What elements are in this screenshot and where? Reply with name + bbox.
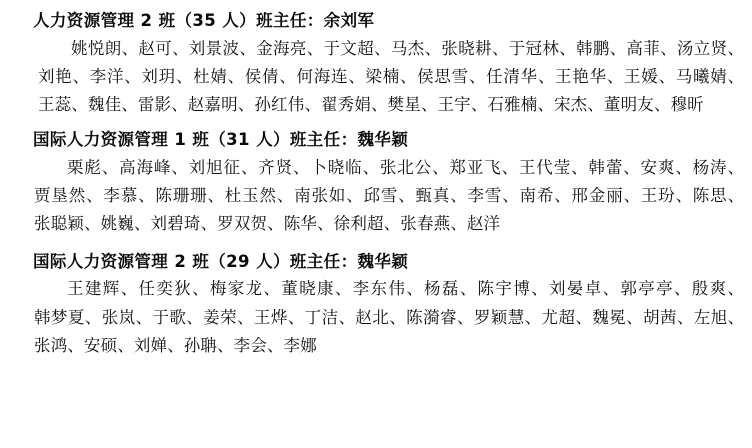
name-separator: 、	[304, 95, 321, 115]
name-separator: 、	[306, 38, 324, 58]
name-separator: 、	[727, 38, 745, 58]
student-name: 赵可	[138, 38, 173, 58]
student-name: 安爽	[640, 157, 676, 177]
name-separator: 、	[346, 185, 364, 205]
student-name: 左旭	[693, 307, 728, 327]
name-separator: 、	[171, 95, 188, 115]
student-name: 孙红伟	[254, 95, 305, 115]
student-name: 姜荣	[203, 307, 238, 327]
name-separator: 、	[400, 67, 418, 87]
student-name: 汤立贤	[676, 38, 728, 58]
name-separator: 、	[239, 38, 257, 58]
name-separator: 、	[293, 157, 311, 177]
name-separator: 、	[276, 185, 295, 205]
name-separator: 、	[450, 214, 467, 234]
name-separator: 、	[537, 95, 554, 115]
student-name: 王宇	[437, 95, 471, 115]
student-name: 董晓康	[281, 279, 335, 299]
student-name: 刘景波	[188, 38, 240, 58]
name-separator: 、	[362, 157, 380, 177]
name-separator: 、	[334, 279, 353, 299]
student-name: 任清华	[486, 67, 538, 87]
student-name: 赵洋	[466, 214, 501, 234]
student-name: 姚巍	[100, 214, 135, 234]
student-name-list	[0, 275, 752, 360]
student-name: 齐贤	[258, 157, 294, 177]
student-name: 马曦婧	[675, 67, 728, 87]
name-separator: 、	[134, 214, 151, 234]
name-separator: 、	[554, 185, 572, 205]
name-separator: 、	[279, 67, 297, 87]
name-separator: 、	[186, 307, 204, 327]
student-name: 张晓耕	[441, 38, 492, 58]
name-separator: 、	[84, 214, 101, 234]
name-separator: 、	[623, 157, 641, 177]
name-separator: 、	[72, 67, 90, 87]
name-separator: 、	[424, 38, 442, 58]
student-name: 韩鹏	[575, 38, 610, 58]
name-separator: 、	[267, 336, 284, 356]
student-name: 陈思	[692, 185, 728, 205]
student-name: 于冠林	[508, 38, 560, 58]
class-block	[0, 0, 752, 120]
name-separator: 、	[117, 336, 134, 356]
name-separator: 、	[135, 307, 153, 327]
student-name: 刘艳	[38, 67, 73, 87]
name-separator: 、	[491, 38, 509, 58]
student-name: 高菲	[626, 38, 661, 58]
student-name: 韩梦夏	[34, 307, 85, 327]
student-name: 邢金丽	[571, 185, 624, 205]
student-name: 陈珊珊	[155, 185, 208, 205]
name-separator: 、	[406, 279, 425, 299]
student-name: 刘旭征	[188, 157, 241, 177]
student-name: 李会	[233, 336, 268, 356]
name-separator: 、	[192, 279, 210, 299]
student-name: 梅家龙	[209, 279, 264, 299]
student-name: 雷影	[137, 95, 172, 115]
name-separator: 、	[172, 38, 189, 58]
student-name: 王建辉	[67, 279, 121, 299]
name-separator: 、	[317, 214, 334, 234]
student-name: 栗彪	[67, 157, 102, 177]
student-name: 安硕	[83, 336, 118, 356]
name-separator: 、	[263, 279, 282, 299]
name-separator: 、	[609, 38, 627, 58]
name-separator: 、	[120, 279, 139, 299]
name-separator: 、	[371, 95, 388, 115]
name-separator: 、	[727, 67, 745, 87]
student-name: 胡茜	[642, 307, 677, 327]
student-name: 郑亚飞	[449, 157, 502, 177]
name-separator: 、	[531, 279, 549, 299]
name-separator: 、	[101, 157, 120, 177]
student-name: 杨磊	[424, 279, 460, 299]
name-separator: 、	[67, 336, 84, 356]
name-separator: 、	[459, 279, 478, 299]
name-separator: 、	[138, 185, 156, 205]
name-separator: 、	[676, 307, 694, 327]
student-name: 郭亭亭	[620, 279, 675, 299]
student-name: 翟秀娟	[320, 95, 372, 115]
class-block	[0, 239, 752, 361]
student-name: 张春燕	[400, 214, 451, 234]
student-name: 马杰	[390, 38, 425, 58]
name-separator: 、	[227, 67, 245, 87]
name-separator: 、	[675, 185, 693, 205]
student-name: 张北公	[379, 157, 433, 177]
student-name: 金海亮	[256, 38, 307, 58]
name-separator: 、	[626, 307, 643, 327]
name-separator: 、	[432, 157, 450, 177]
name-separator: 、	[450, 185, 468, 205]
name-separator: 、	[389, 307, 407, 327]
student-name: 侯倩	[244, 67, 280, 87]
name-separator: 、	[571, 157, 589, 177]
student-name: 韩蕾	[588, 157, 624, 177]
student-name: 宋杰	[553, 95, 588, 115]
name-separator: 、	[121, 38, 139, 58]
name-separator: 、	[602, 279, 621, 299]
name-separator: 、	[374, 38, 391, 58]
student-name: 陈宇博	[477, 279, 532, 299]
student-name: 徐利超	[333, 214, 384, 234]
student-name: 魏佳	[87, 95, 122, 115]
student-name: 卜晓临	[310, 157, 363, 177]
name-separator: 、	[537, 67, 556, 87]
name-separator: 、	[468, 67, 487, 87]
name-separator: 、	[658, 67, 676, 87]
name-separator: 、	[237, 95, 255, 115]
class-heading: 国际人力资源管理 1 班（31 人）班主任：魏华颖	[33, 129, 409, 149]
student-name: 王艳华	[555, 67, 607, 87]
name-separator: 、	[623, 185, 641, 205]
student-name: 刘婵	[133, 336, 168, 356]
name-separator: 、	[287, 307, 305, 327]
student-name: 王烨	[253, 307, 288, 327]
student-name-list	[0, 35, 752, 120]
student-name: 石雅楠	[487, 95, 538, 115]
name-separator: 、	[383, 214, 401, 234]
name-separator: 、	[121, 95, 138, 115]
name-separator: 、	[575, 307, 593, 327]
student-name: 尤超	[541, 307, 576, 327]
name-separator: 、	[71, 95, 88, 115]
name-separator: 、	[727, 307, 745, 327]
student-name: 殷爽	[691, 279, 728, 299]
student-name: 李慕	[103, 185, 139, 205]
student-name: 王蕊	[38, 95, 72, 115]
name-separator: 、	[470, 95, 488, 115]
name-separator: 、	[237, 307, 254, 327]
student-name: 罗双贺	[217, 214, 268, 234]
student-name: 姚悦朗	[71, 38, 122, 58]
student-name: 高海峰	[119, 157, 172, 177]
student-name: 王玢	[640, 185, 676, 205]
name-separator: 、	[502, 185, 520, 205]
student-name: 赵北	[355, 307, 390, 327]
name-separator: 、	[457, 307, 474, 327]
student-name: 张聪颖	[34, 214, 85, 234]
student-name: 魏冕	[592, 307, 627, 327]
student-name: 任奕狄	[138, 279, 193, 299]
class-heading: 人力资源管理 2 班（35 人）班主任：余刘军	[33, 11, 375, 30]
name-separator: 、	[524, 307, 542, 327]
student-name: 刘碧琦	[150, 214, 201, 234]
name-separator: 、	[84, 307, 102, 327]
student-name: 邱雪	[363, 185, 399, 205]
name-separator: 、	[398, 185, 416, 205]
name-separator: 、	[727, 157, 744, 177]
student-name: 李娜	[283, 336, 317, 356]
student-name: 梁楠	[365, 67, 400, 87]
student-name: 刘晏卓	[548, 279, 603, 299]
student-name: 杨涛	[692, 157, 728, 177]
student-name: 刘玥	[141, 67, 176, 87]
student-name: 孙聃	[183, 336, 218, 356]
name-separator: 、	[420, 95, 438, 115]
name-separator: 、	[175, 67, 194, 87]
student-name: 何海连	[296, 67, 349, 87]
class-heading: 国际人力资源管理 2 班（29 人）班主任：魏华颖	[33, 251, 409, 271]
student-name: 张鸿	[34, 336, 68, 356]
student-name: 杜婧	[193, 67, 228, 87]
name-separator: 、	[348, 67, 366, 87]
name-separator: 、	[167, 336, 184, 356]
name-separator: 、	[267, 214, 284, 234]
name-separator: 、	[674, 279, 692, 299]
student-name: 南张如	[294, 185, 347, 205]
student-name: 罗颖慧	[473, 307, 525, 327]
student-name: 丁洁	[304, 307, 339, 327]
name-separator: 、	[587, 95, 604, 115]
student-name-list	[0, 154, 752, 239]
student-name: 陈漪睿	[406, 307, 458, 327]
name-separator: 、	[171, 157, 189, 177]
student-name: 于歌	[152, 307, 187, 327]
student-name: 贾垦然	[34, 185, 87, 205]
student-name: 于文超	[323, 38, 375, 58]
name-separator: 、	[338, 307, 356, 327]
student-name: 张岚	[101, 307, 136, 327]
name-separator: 、	[240, 157, 259, 177]
name-separator: 、	[200, 214, 218, 234]
student-name: 南希	[519, 185, 555, 205]
student-name: 王媛	[624, 67, 659, 87]
student-name: 李雪	[467, 185, 503, 205]
student-name: 甄真	[415, 185, 451, 205]
student-name: 陈华	[283, 214, 318, 234]
student-name: 樊星	[387, 95, 421, 115]
name-separator: 、	[217, 336, 234, 356]
name-separator: 、	[124, 67, 142, 87]
name-separator: 、	[727, 185, 745, 205]
name-separator: 、	[207, 185, 225, 205]
name-separator: 、	[501, 157, 519, 177]
student-name: 李东伟	[352, 279, 407, 299]
class-block	[0, 120, 752, 239]
student-name: 董明友	[603, 95, 654, 115]
name-separator: 、	[675, 157, 693, 177]
student-name: 侯思雪	[417, 67, 469, 87]
name-separator: 、	[660, 38, 677, 58]
student-name: 穆昕	[670, 95, 704, 115]
name-separator: 、	[606, 67, 624, 87]
student-name: 杜玉然	[224, 185, 277, 205]
student-name: 赵嘉明	[187, 95, 238, 115]
student-name: 李洋	[89, 67, 125, 87]
student-name: 王代莹	[518, 157, 572, 177]
name-separator: 、	[559, 38, 576, 58]
name-separator: 、	[86, 185, 104, 205]
name-separator: 、	[727, 279, 745, 299]
name-separator: 、	[653, 95, 671, 115]
